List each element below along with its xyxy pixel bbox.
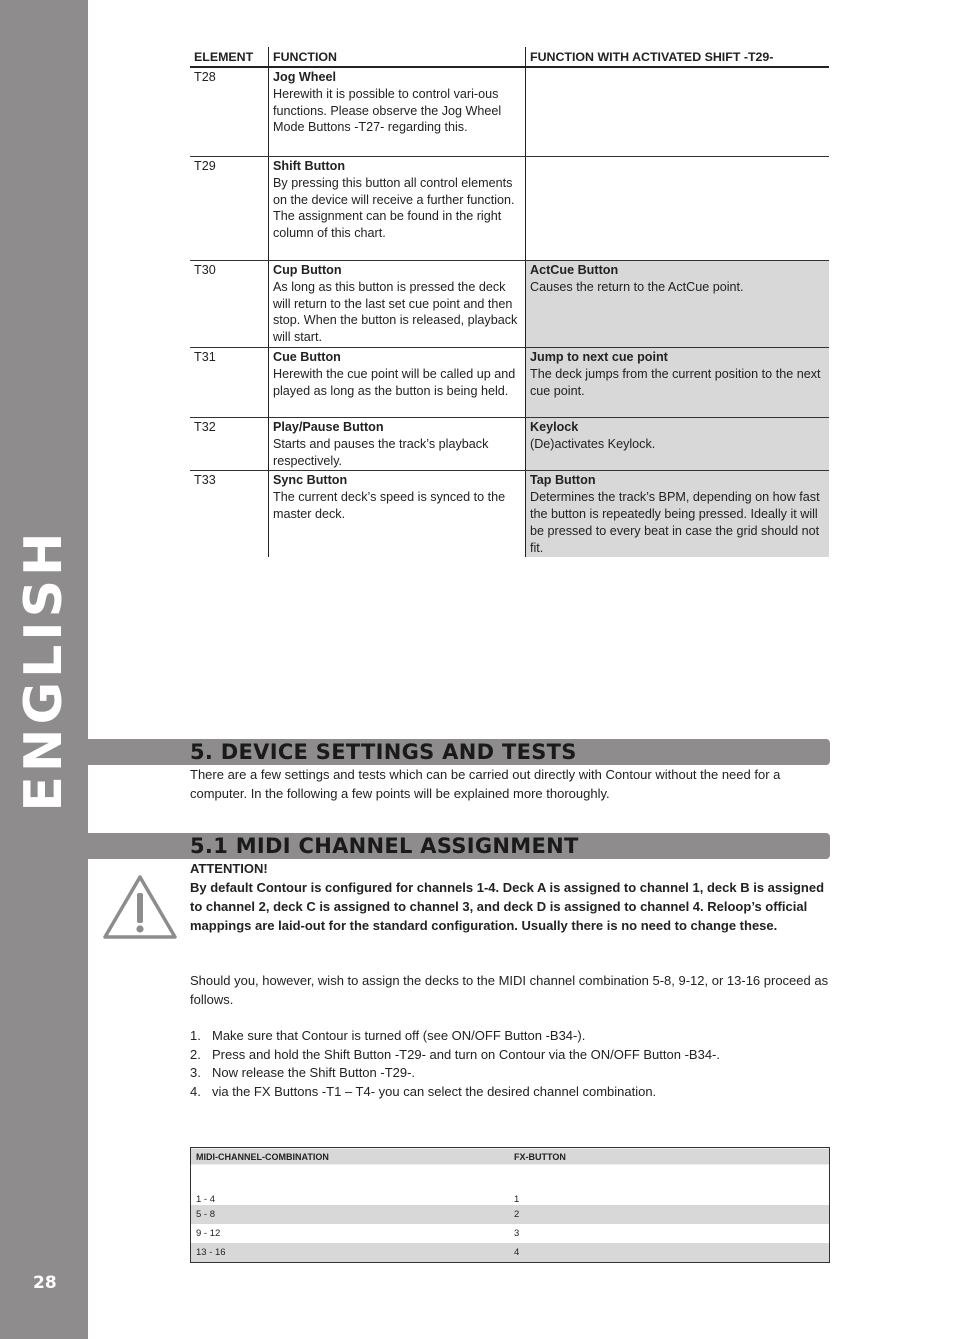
section-intro: There are a few settings and tests which can be carried out directly with Contour without the need for a computer. In the following a few points will be explained more thoroughly.	[190, 767, 781, 801]
function-table-header	[190, 47, 829, 67]
function-text: Herewith it is possible to control vari-ous functions. Please observe the Jog Wheel Mode Buttons -T27- regarding this.	[273, 86, 502, 135]
step-text: Now release the Shift Button -T29-.	[212, 1065, 416, 1081]
fx-button-number: 1	[514, 1194, 520, 1205]
table-row	[191, 1205, 830, 1224]
channel-combination: 13 - 16	[191, 1243, 510, 1263]
fx-button-number: 4	[509, 1243, 830, 1263]
function-text: Starts and pauses the track’s playback respectively.	[273, 436, 489, 468]
table-row	[190, 348, 829, 418]
shift-function-title: ActCue Button	[530, 263, 619, 277]
function-cell	[269, 348, 526, 418]
language-label-text: ENGLISH	[14, 528, 74, 812]
table-row	[190, 157, 829, 261]
function-title: Jog Wheel	[273, 70, 336, 84]
table-row	[190, 471, 829, 558]
channel-combination: 5 - 8	[191, 1205, 510, 1224]
header-midi-channel-combination: MIDI-CHANNEL-COMBINATION	[191, 1148, 510, 1186]
header-fx-button: FX-BUTTON	[509, 1148, 830, 1186]
function-text: The current deck’s speed is synced to the master deck.	[273, 490, 506, 521]
function-cell	[269, 157, 526, 261]
function-text: As long as this button is pressed the deck will return to the last set cue point and then stop. When the button is released, playback will start.	[273, 279, 518, 345]
table-row	[191, 1224, 830, 1243]
function-title: Shift Button	[273, 159, 346, 173]
function-text: By pressing this button all control elements on the device will receive a further function. The assignment can be found in the right column of this chart.	[273, 175, 515, 241]
function-cell	[269, 261, 526, 348]
header-shift-function: FUNCTION WITH ACTIVATED SHIFT -T29-	[526, 47, 830, 67]
fx-button-number: 3	[514, 1228, 520, 1239]
shift-function-cell	[526, 157, 830, 261]
shift-function-cell	[526, 418, 830, 471]
fx-button-number: 2	[509, 1205, 830, 1224]
table-row	[190, 67, 829, 157]
function-title: Play/Pause Button	[273, 420, 384, 434]
element-id: T28	[190, 67, 269, 157]
language-label	[0, 528, 88, 812]
step-text: Make sure that Contour is turned off (see ON/OFF Button -B34-).	[212, 1028, 586, 1043]
steps-list	[190, 1027, 720, 1101]
function-title: Sync Button	[273, 473, 348, 488]
function-text: Herewith the cue point will be called up and played as long as the button is being held.	[273, 366, 516, 398]
shift-function-text: The deck jumps from the current position to the next cue point.	[530, 366, 821, 398]
attention-text: By default Contour is configured for channels 1-4. Deck A is assigned to channel 1, deck B is assigned to channel 2, deck C is assigned to channel 3, and deck D is assigned to channel 4. Reloop’s official mappings are laid-out for the standard configuration. Usually there is no need to change these.	[190, 880, 825, 933]
list-item	[190, 1064, 720, 1083]
channel-combination: 1 - 4	[196, 1194, 216, 1205]
table-row	[190, 261, 829, 348]
section-title: 5.1 MIDI CHANNEL ASSIGNMENT	[190, 834, 579, 858]
function-cell	[269, 418, 526, 471]
step-text: Press and hold the Shift Button -T29- and turn on Contour via the ON/OFF Button -B34-.	[212, 1046, 720, 1062]
shift-function-title: Jump to next cue point	[530, 350, 668, 364]
function-table	[190, 47, 829, 557]
element-id: T29	[190, 157, 269, 261]
sidebar	[0, 0, 88, 1339]
step-number: 4.	[190, 1083, 201, 1099]
section-title: 5. DEVICE SETTINGS AND TESTS	[190, 740, 577, 764]
page-number: 28	[33, 1273, 57, 1293]
list-item	[190, 1046, 720, 1065]
attention-label: ATTENTION!	[190, 861, 268, 876]
header-function: FUNCTION	[269, 47, 526, 67]
element-id: T32	[190, 418, 269, 471]
shift-function-text: Causes the return to the ActCue point.	[530, 279, 744, 294]
shift-function-cell	[526, 261, 830, 348]
element-id: T31	[190, 348, 269, 418]
instructions-paragraph: Should you, however, wish to assign the decks to the MIDI channel combination 5-8, 9-12, or 13-16 proceed as follows.	[190, 973, 829, 1007]
list-item	[190, 1083, 720, 1102]
midi-table-header	[191, 1148, 830, 1186]
step-text: via the FX Buttons -T1 – T4- you can select the desired channel combination.	[212, 1083, 657, 1099]
step-number: 3.	[190, 1065, 201, 1081]
table-row	[191, 1243, 830, 1263]
step-number: 1.	[190, 1028, 201, 1043]
list-item	[190, 1027, 720, 1046]
shift-function-cell	[526, 471, 830, 558]
midi-channel-table	[190, 1147, 830, 1263]
warning-triangle-icon	[102, 873, 178, 941]
shift-function-title: Tap Button	[530, 473, 596, 488]
header-element: ELEMENT	[190, 47, 269, 67]
element-id: T33	[194, 473, 216, 488]
table-row	[191, 1185, 830, 1205]
function-cell	[269, 471, 526, 558]
function-title: Cup Button	[273, 263, 342, 277]
table-row	[190, 418, 829, 471]
shift-function-cell	[526, 348, 830, 418]
shift-function-text: (De)activates Keylock.	[530, 436, 656, 451]
shift-function-title: Keylock	[530, 420, 579, 434]
shift-function-text: Determines the track’s BPM, depending on how fast the button is repeatedly being pressed. Ideally it will be pressed to every beat in case the grid should not fit.	[530, 490, 820, 555]
shift-function-cell	[526, 67, 830, 157]
channel-combination: 9 - 12	[196, 1228, 221, 1239]
element-id: T30	[190, 261, 269, 348]
step-number: 2.	[190, 1046, 201, 1062]
function-title: Cue Button	[273, 350, 341, 364]
function-cell	[269, 67, 526, 157]
